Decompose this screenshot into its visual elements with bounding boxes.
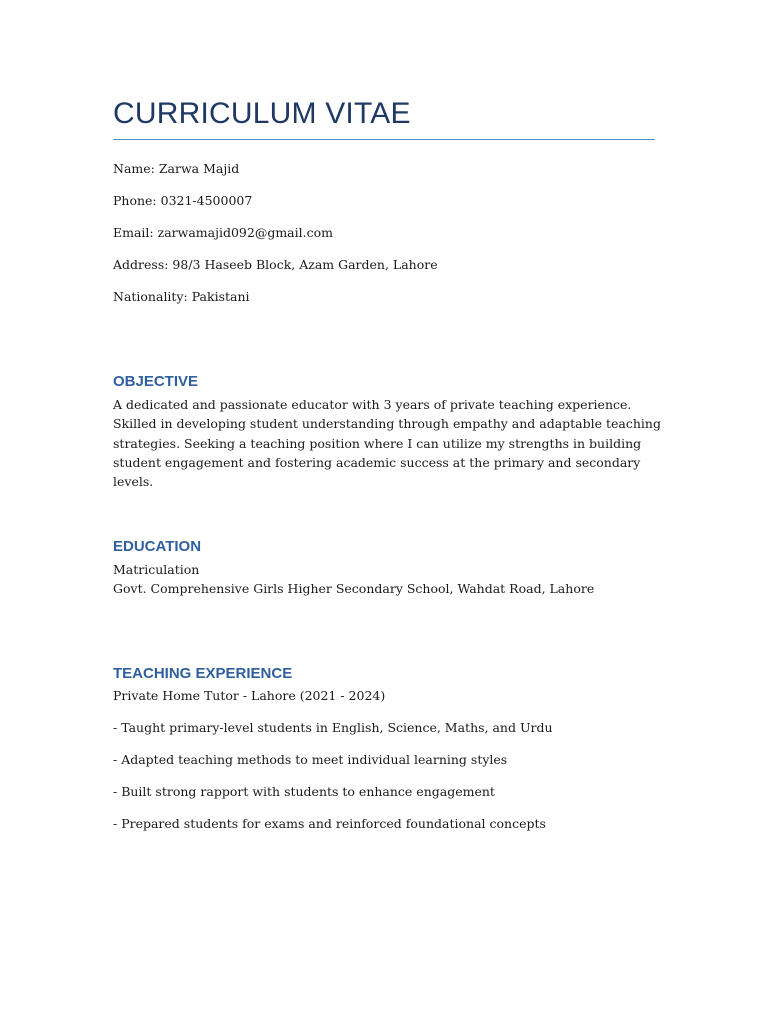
education-heading: EDUCATION	[113, 538, 202, 555]
contact-name: Name: Zarwa Majid	[113, 161, 240, 176]
education-institution: Govt. Comprehensive Girls Higher Secondary School, Wahdat Road, Lahore	[113, 581, 595, 596]
experience-bullet: - Taught primary-level students in English, Science, Maths, and Urdu	[113, 720, 553, 735]
contact-address: Address: 98/3 Haseeb Block, Azam Garden, Lahore	[113, 257, 438, 272]
experience-heading: TEACHING EXPERIENCE	[113, 665, 293, 682]
contact-nationality: Nationality: Pakistani	[113, 289, 250, 304]
contact-email: Email: zarwamajid092@gmail.com	[113, 225, 333, 240]
contact-phone: Phone: 0321-4500007	[113, 193, 253, 208]
objective-heading: OBJECTIVE	[113, 373, 199, 390]
experience-bullet: - Adapted teaching methods to meet individual learning styles	[113, 752, 508, 767]
experience-role: Private Home Tutor - Lahore (2021 - 2024)	[113, 688, 386, 703]
education-degree: Matriculation	[113, 562, 200, 577]
objective-text: A dedicated and passionate educator with 3 years of private teaching experience. Skilled in developing student understanding through empathy and adaptable teaching strategies. Seeking a teaching position where I can utilize my strengths in building student engagement and fostering academic success at the primary and secondary levels.	[113, 397, 661, 490]
page-title: CURRICULUM VITAE	[113, 97, 411, 130]
title-divider	[113, 139, 655, 140]
experience-bullet: - Built strong rapport with students to enhance engagement	[113, 784, 495, 799]
experience-bullet: - Prepared students for exams and reinforced foundational concepts	[113, 816, 546, 831]
